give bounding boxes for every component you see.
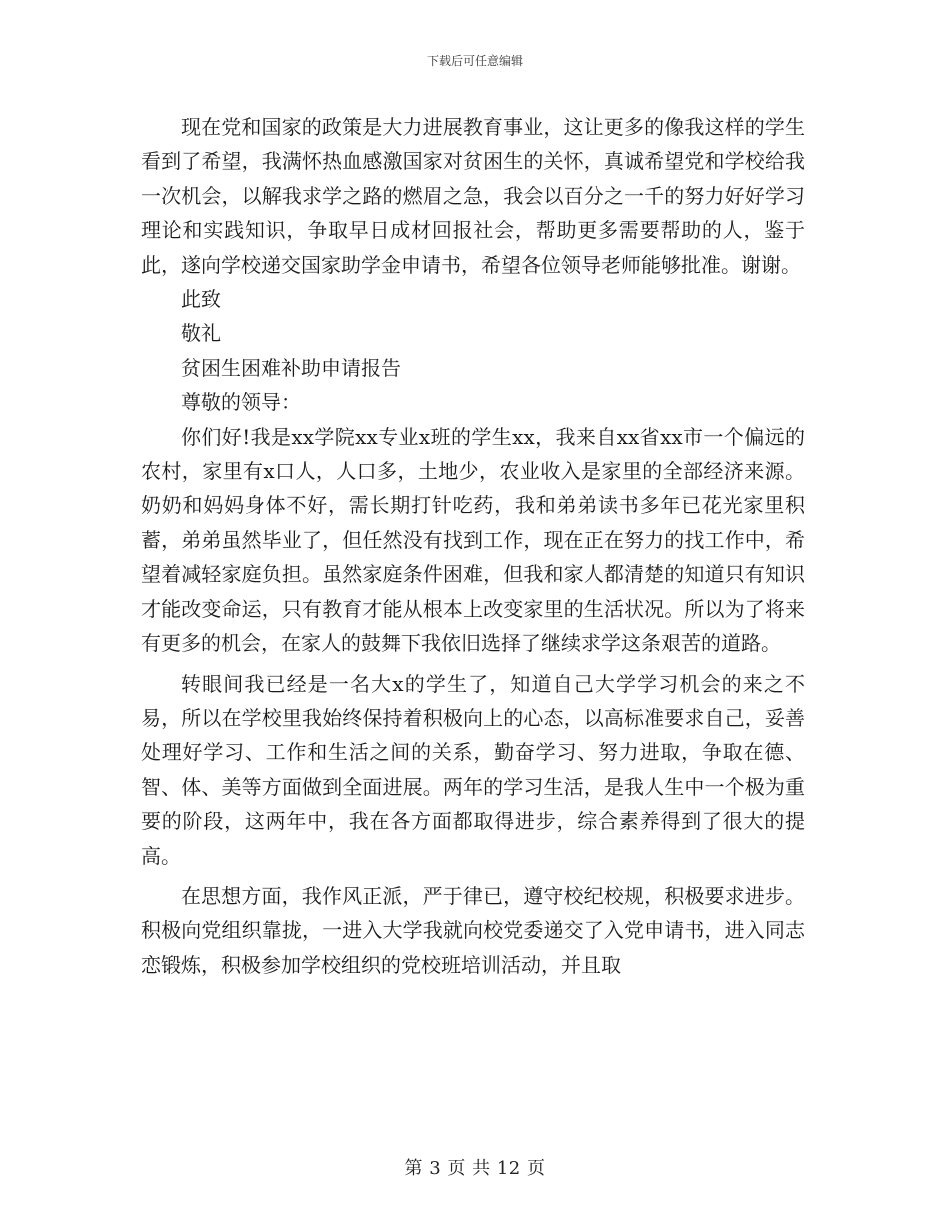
document-body	[141, 110, 805, 982]
salutation: 尊敬的领导：	[181, 390, 301, 415]
closing-line-1: 此致	[181, 287, 221, 312]
page-header: 下载后可任意编辑	[426, 54, 523, 68]
page-number: 第 3 页 共 12 页	[404, 1158, 546, 1179]
paragraph-2: 你们好!我是xx学院xx专业x班的学生xx，我来自xx省xx市一个偏远的农村，家里有x口人，人口多，土地少，农业收入是家里的全部经济来源。奶奶和妈妈身体不好，需长期打针吃药，我和弟弟读书多年已花光家里积蓄，弟弟虽然毕业了，但任然没有找到工作，现在正在努力的找工作中，希望着减轻家庭负担。虽然家庭条件困难，但我和家人都清楚的知道只有知识才能改变命运，只有教育才能从根本上改变家里的生活状况。所以为了将来有更多的机会，在家人的鼓舞下我依旧选择了继续求学这条艰苦的道路。	[141, 424, 805, 656]
paragraph-3: 转眼间我已经是一名大x的学生了，知道自己大学学习机会的来之不易，所以在学校里我始终保持着积极向上的心态，以高标准要求自己，妥善处理好学习、工作和生活之间的关系，勤奋学习、努力进取，争取在德、智、体、美等方面做到全面进展。两年的学习生活，是我人生中一个极为重要的阶段，这两年中，我在各方面都取得进步，综合素养得到了很大的提高。	[141, 671, 805, 868]
closing-line-2: 敬礼	[181, 321, 221, 346]
paragraph-1: 现在党和国家的政策是大力进展教育事业，这让更多的像我这样的学生看到了希望，我满怀热血感激国家对贫困生的关怀，真诚希望党和学校给我一次机会，以解我求学之路的燃眉之急，我会以百分之一千的努力好好学习理论和实践知识，争取早日成材回报社会，帮助更多需要帮助的人，鉴于此，遂向学校递交国家助学金申请书，希望各位领导老师能够批准。谢谢。	[141, 115, 805, 277]
paragraph-4: 在思想方面，我作风正派，严于律已，遵守校纪校规，积极要求进步。积极向党组织靠拢，一进入大学我就向校党委递交了入党申请书，进入同志恋锻炼，积极参加学校组织的党校班培训活动，并且取	[141, 883, 805, 977]
section-title: 贫困生困难补助申请报告	[181, 355, 401, 380]
